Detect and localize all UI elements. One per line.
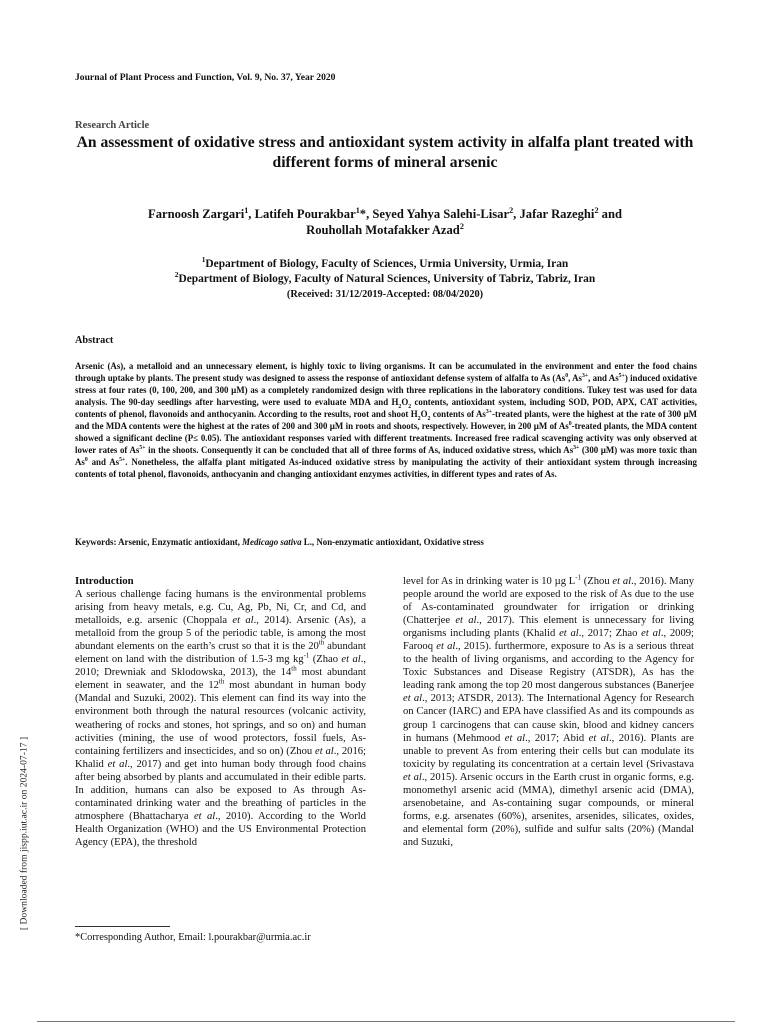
journal-header: Journal of Plant Process and Function, Vol. 9, No. 37, Year 2020: [75, 72, 336, 83]
intro-paragraph: [75, 588, 366, 849]
author-name: , Jafar Razeghi: [513, 207, 595, 221]
keywords: [75, 537, 697, 547]
charge-sup: 0: [84, 456, 88, 463]
charge-sup: 0: [565, 372, 569, 379]
author-affil-marker: 2: [594, 205, 599, 215]
abstract-run: -treated plants, the MDA content showed a significant decline (P≤ 0.05). The antioxidant responses varied with different treatments. Increased free radical scavenging activity was only observed at lower rates of As: [75, 420, 697, 455]
keywords-run: L., Non-enzymatic antioxidant, Oxidative stress: [301, 537, 484, 547]
ordinal-sup: th: [291, 665, 297, 673]
text-run: ., 2017) and get into human body through food chains after being absorbed by plants and accumulated in their edible parts. In addition, humans can also be exposed to As through As-contaminated drinking water and the breathing of particles in the atmosphere (Bhattacharya: [75, 758, 367, 822]
author-affil-marker: 1: [355, 205, 360, 215]
text-run: ., 2015). furthermore, exposure to As is a serious threat to the health of living organisms, and according to the Agency for Toxic Substances and Disease Registry (ATSDR), As has the leading rank among the top 20 most dangerous substances (Banerjee: [403, 641, 694, 692]
abstract-run: , and As: [588, 372, 619, 383]
affil-number: 2: [174, 270, 179, 280]
abstract-run: Arsenic (As), a metalloid and an unnecessary element, is highly toxic to living organisms. It can be accumulated in the environment and enter the food chains through uptake by plants. The present study was designed to assess the response of antioxidant defense system of alfalfa to As (As: [75, 361, 697, 383]
italic-run: et al: [193, 810, 216, 822]
author-list: [60, 206, 710, 238]
corresponding-marker: *: [359, 207, 367, 221]
page-bottom-rule: [37, 1021, 735, 1022]
text-run: (Zhao: [309, 654, 342, 666]
article-type: Research Article: [75, 120, 150, 131]
keywords-run: Arsenic, Enzymatic antioxidant,: [116, 537, 243, 547]
abstract-run: (300 µM) was more toxic than As: [75, 444, 697, 467]
text-run: (Zhou: [580, 576, 613, 587]
text-run: ., 2017; Abid: [525, 732, 589, 744]
author-name: Farnoosh Zargari: [148, 207, 245, 221]
charge-sup: 5+: [139, 444, 146, 451]
italic-run: et al: [588, 732, 609, 744]
author-name: , Seyed Yahya Salehi-Lisar: [366, 207, 510, 221]
text-run: most abundant in human body (Mandal and Suzuki, 2002). This element can find its way into the environment both through the natural resources (volcanic activity, weathering of rocks and stones, hot springs, and so on) and human activities (mining, the use of wood protectors, fossil fuels, As-containing fertilizers and insecticides, and so on) (Zhou: [75, 680, 367, 757]
author-affil-marker: 2: [509, 205, 514, 215]
text-run: ., 2010). According to the World Health Organization (WHO) and the US Environmental Protection Agency (EPA), the threshold: [75, 810, 366, 848]
abstract-run: . Nonetheless, the alfalfa plant mitigated As-induced oxidative stress by manipulating the activity of their antioxidant system through increasing contents of total phenol, flavonoids, anthocyanin and changing antioxidant enzymes activities, in different types and rates of As.: [75, 456, 697, 479]
section-heading-introduction: Introduction: [75, 575, 134, 587]
charge-sup: 3+: [581, 372, 589, 379]
italic-run: et al: [504, 732, 526, 744]
text-run: abundant element on land with the distribution of 1.5-3 mg kg: [75, 641, 367, 666]
italic-run: et al: [107, 758, 128, 770]
abstract-heading: Abstract: [75, 335, 114, 346]
affil-number: 1: [201, 255, 206, 265]
affiliation-1: Department of Biology, Faculty of Sciences, Urmia University, Urmia, Iran: [205, 258, 569, 270]
abstract-run: , As: [568, 372, 582, 383]
paper-title: An assessment of oxidative stress and antioxidant system activity in alfalfa plant treated with different forms of mineral arsenic: [76, 134, 694, 171]
abstract-run: contents, antioxidant system, including SOD, POD, APX, CAT activities, contents of phenol, flavonoids and anthocyanin. According to the results, root and shoot H: [75, 396, 697, 419]
author-affil-marker: 2: [459, 221, 464, 231]
abstract-run: ) induced oxidative stress at four rates (0, 100, 200, and 300 µM) as a completely randomized design with three replications in the laboratory conditions. Tukey test was used for data analysis. The 90-day seedlings after harvesting, were used to evaluate MDA and H: [75, 372, 697, 407]
text-run: ., 2009; Farooq: [403, 628, 694, 653]
abstract-text: [75, 361, 697, 481]
text-run: level for As in drinking water is 10 µg L: [403, 576, 576, 587]
charge-sup: 5+: [119, 456, 126, 463]
italic-run: et al: [232, 615, 254, 627]
charge-sup: 3+: [485, 408, 493, 415]
abstract-run: O: [420, 408, 428, 419]
italic-run: et al: [612, 576, 632, 587]
author-name: Rouhollah Motafakker Azad: [306, 223, 460, 237]
formula-sub: 2: [427, 415, 431, 422]
text-run: ., 2013; ATSDR, 2013). The International Agency for Research on Cancer (IARC) and EPA have classified As and its compounds as group 1 carcinogens that can cause skin, blood and kidney cancers in humans (Mehmood: [403, 693, 694, 744]
italic-run: et al: [403, 771, 422, 783]
keyword-species: Medicago sativa: [242, 537, 302, 547]
ordinal-sup: th: [318, 639, 325, 647]
affiliations: [60, 257, 710, 287]
unit-sup: -1: [303, 652, 310, 660]
ordinal-sup: th: [218, 678, 225, 686]
charge-sup: 0: [568, 420, 572, 427]
received-dates: (Received: 31/12/2019-Accepted: 08/04/2020): [286, 289, 484, 300]
download-watermark: [ Downloaded from jispp.iut.ac.ir on 2024-07-17 ]: [18, 736, 30, 931]
abstract-run: contents of As: [430, 408, 486, 419]
charge-sup: 5+: [618, 372, 625, 379]
affiliation-2: Department of Biology, Faculty of Natural Sciences, University of Tabriz, Tabriz, Iran: [178, 273, 596, 285]
author-name: , Latifeh Pourakbar: [248, 207, 356, 221]
abstract-run: and As: [87, 456, 120, 467]
footnote-divider: [75, 926, 170, 927]
text-run: ., 2017). This element is unnecessary for living organisms including plants (Khalid: [403, 615, 694, 640]
unit-sup: -1: [575, 574, 581, 582]
author-affil-marker: 1: [244, 205, 249, 215]
corresponding-author-footnote: *Corresponding Author, Email: l.pourakbar@urmia.ac.ir: [75, 932, 311, 943]
text-run: ., 2016). Many people around the world are exposed to the risk of As due to the use of As-contaminated groundwater for irrigation or drinking (Chatterjee: [403, 576, 694, 627]
text-run: most abundant element in seawater, and the 12: [75, 667, 366, 692]
text-run: ., 2010; Drewniak and Sklodowska, 2013), the 14: [75, 654, 366, 679]
text-run: ., 2016; Khalid: [75, 745, 366, 770]
charge-sup: 3+: [573, 444, 580, 451]
author-conjunction: and: [598, 207, 622, 221]
formula-sub: 2: [398, 403, 402, 410]
text-run: A serious challenge facing humans is the environmental problems arising from heavy metals, e.g. Cu, Ag, Pb, Ni, Cr, and Cd, and metalloids, e.g. arsenic (Choppala: [75, 589, 366, 627]
italic-run: et al: [641, 628, 661, 640]
abstract-run: O: [401, 396, 409, 407]
body-column-right: [403, 575, 694, 849]
formula-sub: 2: [408, 403, 412, 410]
abstract-run: -treated plants, were the highest at the rate of 300 µM and the MDA contents were the highest at the rates of 200 and 300 µM in roots and shoots, respectively. However, in 200 µM of As: [75, 408, 697, 431]
italic-run: et al: [315, 745, 334, 757]
text-run: ., 2014). Arsenic (As), a metalloid from the group 5 of the periodic table, is among the most abundant elements on the earth’s crust so that it is the 20: [75, 615, 366, 653]
text-run: ., 2015). Arsenic occurs in the Earth crust in organic forms, e.g. monomethyl arsenic acid (MMA), dimethyl arsenic acid (DMA), arsenobetaine, and As-containing sugar compounds, or mineral forms, e.g. arsenates (60%), arsenites, arsenides, silicates, oxides, and elemental form (20%), sulfide and sulfur salts (20%) (Mandal and Suzuki,: [403, 771, 694, 848]
italic-run: et al: [455, 615, 477, 627]
body-column-left: [75, 575, 366, 849]
keywords-label: Keywords:: [75, 537, 117, 547]
text-run: ., 2017; Zhao: [578, 628, 642, 640]
abstract-run: in the shoots. Consequently it can be concluded that all of three forms of As, induced oxidative stress, which As: [145, 444, 574, 455]
italic-run: et al: [559, 628, 579, 640]
italic-run: et al: [341, 654, 361, 666]
italic-run: et al: [403, 693, 423, 705]
formula-sub: 2: [417, 415, 421, 422]
text-run: ., 2016). Plants are unable to prevent As from entering their cells but can modulate its toxicity by regulating its concentration at a certain level (Srivastava: [403, 732, 694, 770]
italic-run: et al: [436, 641, 456, 653]
